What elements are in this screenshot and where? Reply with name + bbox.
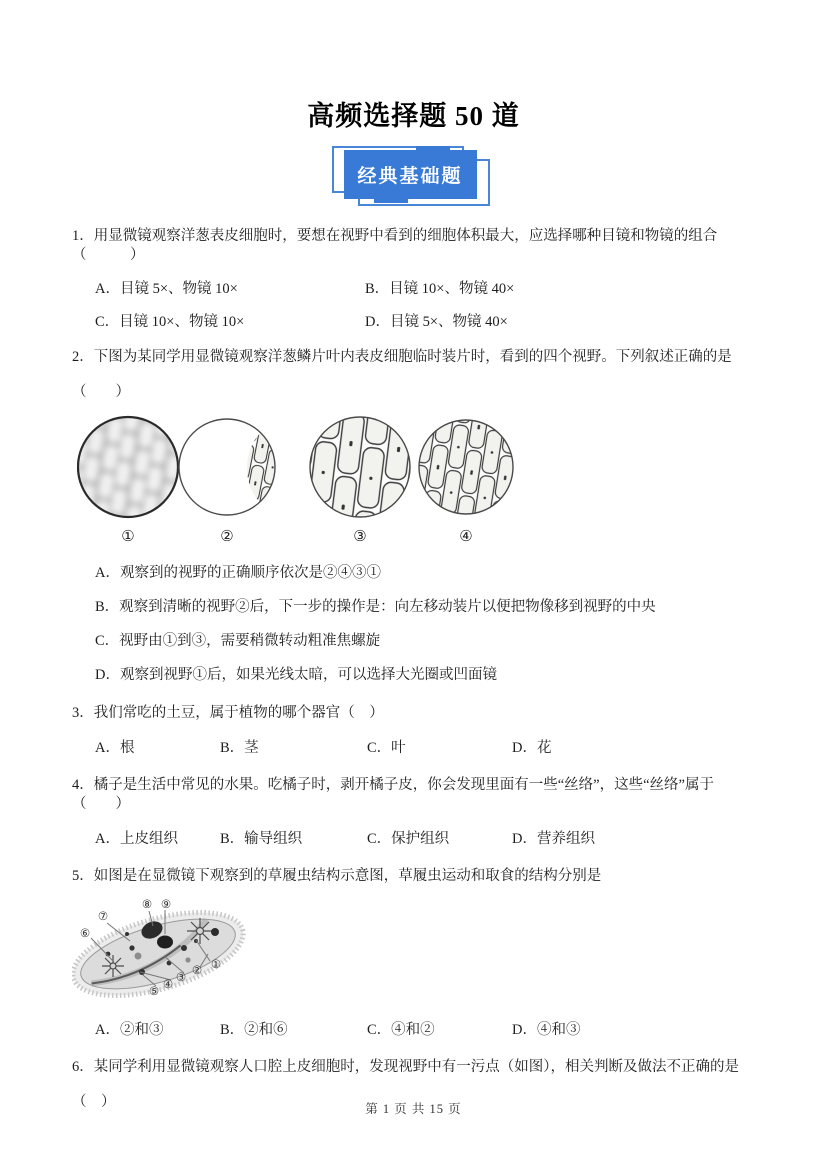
view-circle-1 <box>77 410 189 532</box>
view-label-4: ④ <box>459 529 473 545</box>
microscope-views-figure <box>77 410 547 550</box>
question-6-answer-blank: （ ） <box>72 1094 116 1110</box>
question-4-option-b: B．输导组织 <box>220 831 303 847</box>
question-3-option-a: A．根 <box>95 740 135 756</box>
paramecium-figure <box>72 892 322 1010</box>
question-3-option-c: C．叶 <box>367 740 406 756</box>
paramecium-label-1: ① <box>210 959 222 971</box>
paramecium-label-6: ⑥ <box>79 928 91 940</box>
badge-label: 经典基础题 <box>344 150 477 199</box>
question-3-option-b: B．茎 <box>220 740 259 756</box>
paramecium-label-2: ② <box>191 965 203 977</box>
question-4-options <box>72 830 757 848</box>
question-1-option-d: D．目镜 5×、物镜 40× <box>365 314 508 330</box>
question-1 <box>72 227 757 331</box>
question-5-option-c: C．④和② <box>367 1022 435 1038</box>
question-1-option-b: B．目镜 10×、物镜 40× <box>365 281 515 297</box>
question-2-option-c: C．视野由①到③，需要稍微转动粗准焦螺旋 <box>95 633 381 649</box>
paramecium-label-3: ③ <box>175 972 187 984</box>
page-title: 高频选择题 50 道 <box>307 101 520 131</box>
question-2-option-d: D．观察到视野①后，如果光线太暗，可以选择大光圈或凹面镜 <box>95 667 497 683</box>
question-1-options <box>72 280 757 331</box>
question-2 <box>72 348 757 685</box>
question-2-option-b: B．观察到清晰的视野②后，下一步的操作是：向左移动装片以便把物像移到视野的中央 <box>95 599 656 615</box>
badge-tab-top <box>416 146 450 154</box>
question-5-option-b: B．②和⑥ <box>220 1022 288 1038</box>
question-4-text: 4．橘子是生活中常见的水果。吃橘子时，剥开橘子皮，你会发现里面有一些“丝络”，这些“丝络”属于（ ） <box>72 777 714 812</box>
paramecium-label-9: ⑨ <box>160 899 172 911</box>
question-1-option-a: A．目镜 5×、物镜 10× <box>95 281 238 297</box>
question-1-option-c: C．目镜 10×、物镜 10× <box>95 314 245 330</box>
question-3-options <box>72 739 757 757</box>
classic-basics-badge <box>334 150 494 208</box>
paramecium-label-7: ⑦ <box>97 911 109 923</box>
question-4 <box>72 776 757 848</box>
question-5 <box>72 867 757 1039</box>
contractile-vacuole-rear <box>102 955 124 977</box>
question-2-answer-blank: （ ） <box>72 384 130 400</box>
view-label-3: ③ <box>353 529 367 545</box>
view-label-2: ② <box>220 529 234 545</box>
question-3-option-d: D．花 <box>512 740 552 756</box>
question-5-option-d: D．④和③ <box>512 1022 581 1038</box>
question-5-options <box>72 1021 757 1039</box>
paramecium-label-8: ⑧ <box>141 899 153 911</box>
question-4-option-a: A．上皮组织 <box>95 831 178 847</box>
question-1-text: 1．用显微镜观察洋葱表皮细胞时，要想在视野中看到的细胞体积最大，应选择哪种目镜和物镜的组合（ ） <box>72 228 718 263</box>
question-5-text: 5．如图是在显微镜下观察到的草履虫结构示意图，草履虫运动和取食的结构分别是 <box>72 868 602 884</box>
view-label-1: ① <box>121 529 135 545</box>
question-4-option-c: C．保护组织 <box>367 831 450 847</box>
question-5-option-a: A．②和③ <box>95 1022 164 1038</box>
paramecium-label-4: ④ <box>162 979 174 991</box>
view-circle-3 <box>307 414 415 522</box>
question-3-text: 3．我们常吃的土豆，属于植物的哪个器官（ ） <box>72 705 384 721</box>
view-circle-2 <box>179 419 323 515</box>
questions-content <box>0 227 827 1111</box>
badge-tab-bottom <box>374 195 408 203</box>
question-2-text: 2．下图为某同学用显微镜观察洋葱鳞片叶内表皮细胞临时装片时，看到的四个视野。下列叙述正确的是 <box>72 349 732 365</box>
view-circle-4 <box>416 417 517 518</box>
page-footer: 第 1 页 共 15 页 <box>365 1102 462 1116</box>
question-3 <box>72 704 757 757</box>
paramecium-label-5: ⑤ <box>148 986 160 998</box>
question-2-option-a: A．观察到的视野的正确顺序依次是②④③① <box>95 565 381 581</box>
question-6-text: 6．某同学利用显微镜观察人口腔上皮细胞时，发现视野中有一污点（如图），相关判断及做法不正确的是 <box>72 1059 739 1075</box>
question-4-option-d: D．营养组织 <box>512 831 595 847</box>
